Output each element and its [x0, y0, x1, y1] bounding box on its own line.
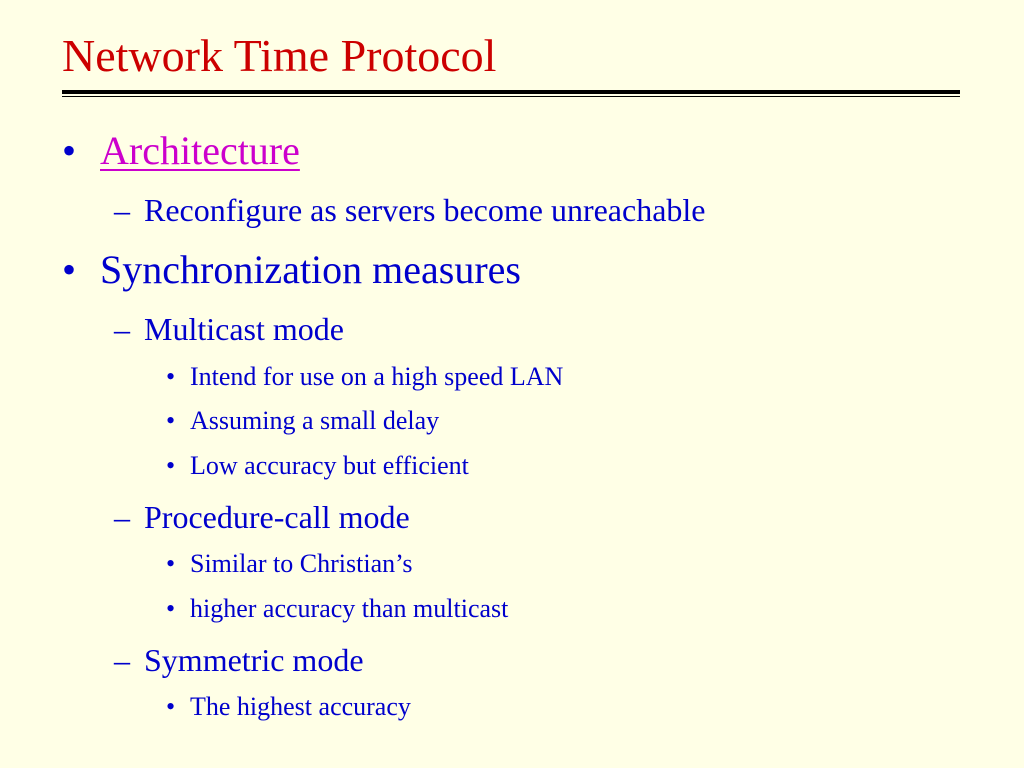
- dash-marker: –: [114, 642, 130, 678]
- sub-sub-bullet: [166, 692, 411, 722]
- dash-marker: –: [114, 499, 130, 535]
- sub-bullet-text: Procedure-call mode: [144, 499, 410, 535]
- bullet-architecture: [62, 128, 300, 174]
- sub-sub-bullet-text: higher accuracy than multicast: [190, 594, 509, 623]
- bullet-marker: •: [166, 549, 176, 578]
- sub-bullet-reconfigure: [114, 191, 706, 229]
- sub-bullet-multicast: [114, 310, 344, 348]
- sub-sub-bullet: [166, 549, 413, 579]
- sub-sub-bullet: [166, 451, 469, 481]
- sub-bullet-text: Symmetric mode: [144, 642, 364, 678]
- bullet-marker: •: [166, 406, 176, 435]
- sub-sub-bullet: [166, 362, 564, 392]
- sub-sub-bullet-text: Intend for use on a high speed LAN: [190, 362, 564, 391]
- title-rule-thin: [62, 96, 960, 97]
- sub-sub-bullet-text: Assuming a small delay: [190, 406, 440, 435]
- bullet-marker: •: [62, 247, 77, 292]
- bullet-marker: •: [166, 451, 176, 480]
- bullet-marker: •: [166, 594, 176, 623]
- bullet-text: Synchronization measures: [100, 247, 521, 292]
- sub-bullet-procedure-call: [114, 498, 410, 536]
- title-rule-thick: [62, 90, 960, 94]
- bullet-marker: •: [62, 128, 77, 173]
- sub-sub-bullet-text: The highest accuracy: [190, 692, 411, 721]
- bullet-marker: •: [166, 692, 176, 721]
- bullet-synchronization: [62, 247, 521, 293]
- sub-bullet-symmetric: [114, 641, 364, 679]
- sub-bullet-text: Multicast mode: [144, 311, 344, 347]
- sub-sub-bullet-text: Similar to Christian’s: [190, 549, 413, 578]
- sub-sub-bullet-text: Low accuracy but efficient: [190, 451, 469, 480]
- sub-bullet-text: Reconfigure as servers become unreachable: [144, 192, 706, 228]
- sub-sub-bullet: [166, 406, 440, 436]
- architecture-link[interactable]: Architecture: [100, 128, 300, 173]
- slide-title: Network Time Protocol: [62, 30, 497, 81]
- bullet-marker: •: [166, 362, 176, 391]
- dash-marker: –: [114, 192, 130, 228]
- sub-sub-bullet: [166, 594, 509, 624]
- dash-marker: –: [114, 311, 130, 347]
